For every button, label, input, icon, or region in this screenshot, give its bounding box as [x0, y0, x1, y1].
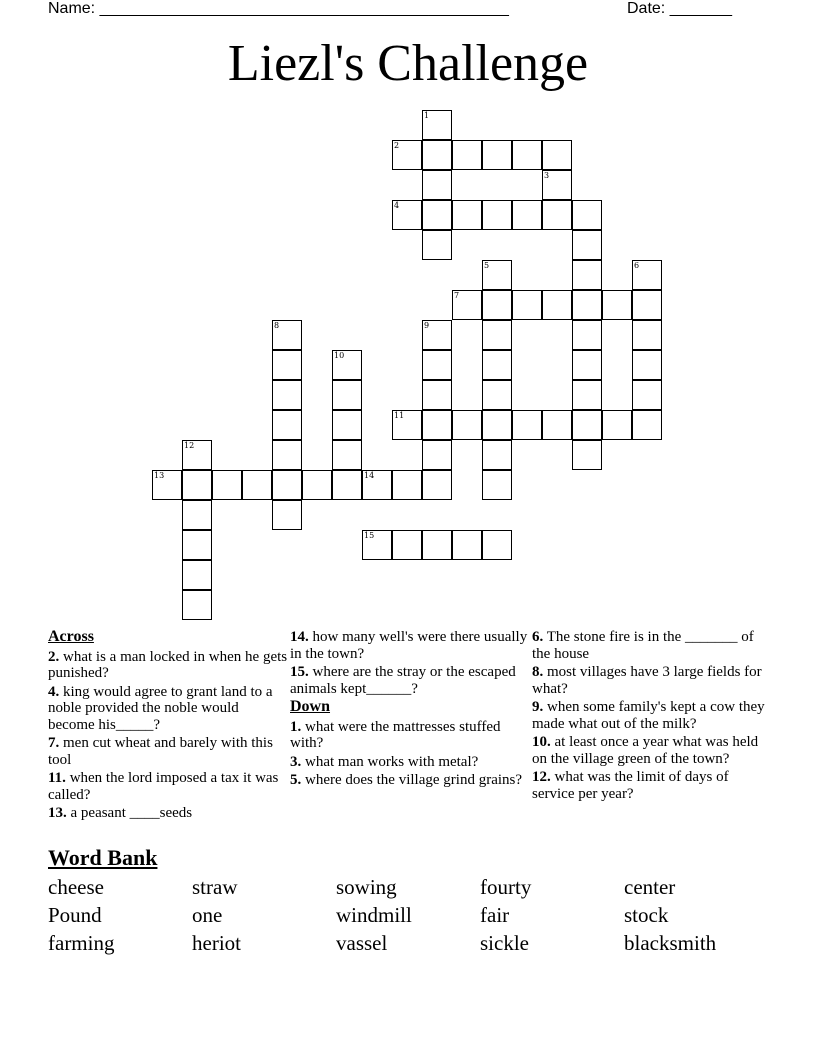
- clue-down-8: [532, 664, 772, 697]
- crossword-cell[interactable]: [572, 260, 602, 290]
- crossword-cell[interactable]: [452, 140, 482, 170]
- crossword-cell[interactable]: [182, 470, 212, 500]
- clue-across-4: [48, 684, 288, 734]
- crossword-cell[interactable]: [422, 320, 452, 350]
- clue-text: most villages have 3 large fields for what?: [532, 664, 762, 697]
- clue-text: a peasant ____seeds: [70, 805, 193, 821]
- clue-text: where are the stray or the escaped animals kept______?: [290, 664, 516, 697]
- word-bank-item: fair: [480, 903, 510, 927]
- name-field-label: Name: ______________________________________________: [48, 0, 509, 17]
- crossword-cell[interactable]: [482, 470, 512, 500]
- crossword-cell[interactable]: [542, 290, 572, 320]
- clue-across-11: [48, 770, 288, 803]
- clue-number: 4.: [48, 683, 60, 700]
- word-bank-item: farming: [48, 931, 115, 955]
- crossword-cell[interactable]: [182, 500, 212, 530]
- down-heading: Down: [290, 698, 331, 715]
- crossword-cell[interactable]: [332, 380, 362, 410]
- clue-number-label: 1: [424, 111, 430, 120]
- clue-down-6: [532, 629, 772, 662]
- clue-number: 11.: [48, 770, 66, 786]
- clue-across-14: [290, 629, 530, 662]
- crossword-cell[interactable]: [422, 440, 452, 470]
- crossword-cell[interactable]: [422, 140, 452, 170]
- clue-number-label: 12: [184, 441, 195, 450]
- crossword-cell[interactable]: [542, 170, 572, 200]
- crossword-cell[interactable]: [242, 470, 272, 500]
- crossword-cell[interactable]: [152, 470, 182, 500]
- clue-number: 13.: [48, 805, 67, 821]
- crossword-cell[interactable]: [512, 140, 542, 170]
- clue-number-label: 8: [274, 321, 280, 330]
- crossword-cell[interactable]: [482, 530, 512, 560]
- clue-across-13: [48, 805, 288, 822]
- crossword-cell[interactable]: [392, 470, 422, 500]
- clue-text: at least once a year what was held on the village green of the town?: [532, 734, 759, 767]
- crossword-cell[interactable]: [422, 530, 452, 560]
- crossword-cell[interactable]: [422, 110, 452, 140]
- word-bank-item: straw: [192, 875, 238, 899]
- crossword-cell[interactable]: [272, 470, 302, 500]
- crossword-cell[interactable]: [572, 410, 602, 440]
- clue-number: 7.: [48, 735, 60, 751]
- crossword-cell[interactable]: [272, 440, 302, 470]
- clue-down-3: [290, 754, 530, 771]
- clue-number-label: 10: [334, 351, 345, 360]
- clue-number: 12.: [532, 769, 551, 785]
- clue-number-label: 11: [394, 411, 405, 420]
- clue-text: when the lord imposed a tax it was called?: [48, 770, 279, 803]
- clue-number: 10.: [532, 734, 551, 750]
- clue-number-label: 6: [634, 261, 640, 270]
- clue-text: what were the mattresses stuffed with?: [290, 718, 501, 751]
- crossword-cell[interactable]: [392, 200, 422, 230]
- crossword-cell[interactable]: [212, 470, 242, 500]
- word-bank-item: sowing: [336, 875, 397, 899]
- clue-text: where does the village grind grains?: [305, 772, 523, 788]
- crossword-cell[interactable]: [422, 230, 452, 260]
- crossword-cell[interactable]: [452, 290, 482, 320]
- clue-number-label: 5: [484, 261, 490, 270]
- crossword-cell[interactable]: [542, 140, 572, 170]
- crossword-cell[interactable]: [572, 350, 602, 380]
- crossword-cell[interactable]: [572, 380, 602, 410]
- crossword-cell[interactable]: [512, 290, 542, 320]
- clue-number-label: 14: [364, 471, 375, 480]
- crossword-cell[interactable]: [422, 200, 452, 230]
- clues-column-3: [532, 629, 772, 804]
- crossword-cell[interactable]: [482, 290, 512, 320]
- clue-down-1: [290, 719, 530, 752]
- word-bank-item: center: [624, 875, 676, 899]
- crossword-cell[interactable]: [602, 290, 632, 320]
- clue-number: 2.: [48, 648, 60, 665]
- crossword-cell[interactable]: [422, 170, 452, 200]
- crossword-cell[interactable]: [482, 410, 512, 440]
- crossword-cell[interactable]: [632, 410, 662, 440]
- crossword-cell[interactable]: [482, 320, 512, 350]
- clue-number: 3.: [290, 753, 302, 770]
- crossword-cell[interactable]: [452, 200, 482, 230]
- clue-down-5: [290, 772, 530, 789]
- crossword-cell[interactable]: [182, 590, 212, 620]
- clue-number-label: 15: [364, 531, 375, 540]
- word-bank-item: cheese: [48, 875, 104, 899]
- crossword-cell[interactable]: [422, 350, 452, 380]
- crossword-cell[interactable]: [272, 410, 302, 440]
- clue-number: 14.: [290, 629, 309, 645]
- clue-number: 5.: [290, 772, 302, 788]
- clue-number-label: 2: [394, 141, 400, 150]
- crossword-cell[interactable]: [392, 530, 422, 560]
- crossword-cell[interactable]: [422, 410, 452, 440]
- clue-number-label: 7: [454, 291, 460, 300]
- crossword-cell[interactable]: [572, 320, 602, 350]
- crossword-cell[interactable]: [182, 440, 212, 470]
- word-bank-item: vassel: [336, 931, 388, 955]
- crossword-cell[interactable]: [332, 470, 362, 500]
- crossword-cell[interactable]: [482, 140, 512, 170]
- crossword-cell[interactable]: [422, 470, 452, 500]
- clue-text: what was the limit of days of service per year?: [532, 769, 729, 802]
- clue-across-2: [48, 649, 288, 682]
- crossword-cell[interactable]: [572, 200, 602, 230]
- date-field-label: Date: _______: [627, 0, 732, 17]
- crossword-cell[interactable]: [272, 350, 302, 380]
- across-heading: Across: [48, 628, 94, 645]
- page-title: Liezl's Challenge: [227, 35, 589, 92]
- crossword-cell[interactable]: [542, 200, 572, 230]
- word-bank-item: fourty: [480, 875, 532, 899]
- word-bank-item: stock: [624, 903, 669, 927]
- crossword-cell[interactable]: [512, 200, 542, 230]
- word-bank-item: Pound: [48, 903, 102, 927]
- crossword-cell[interactable]: [332, 410, 362, 440]
- clue-down-10: [532, 734, 772, 767]
- crossword-cell[interactable]: [182, 530, 212, 560]
- clue-text: The stone fire is in the _______ of the house: [532, 629, 754, 662]
- crossword-cell[interactable]: [572, 290, 602, 320]
- clue-down-12: [532, 769, 772, 802]
- clues-column-1: [48, 629, 288, 824]
- clue-text: when some family's kept a cow they made what out of the milk?: [532, 699, 765, 732]
- crossword-cell[interactable]: [632, 290, 662, 320]
- crossword-cell[interactable]: [452, 410, 482, 440]
- clue-number: 6.: [532, 629, 544, 645]
- crossword-cell[interactable]: [392, 410, 422, 440]
- clue-across-15: [290, 664, 530, 697]
- word-bank-item: blacksmith: [624, 931, 717, 955]
- clue-number: 8.: [532, 664, 544, 680]
- clue-number-label: 9: [424, 321, 430, 330]
- crossword-cell[interactable]: [632, 380, 662, 410]
- crossword-cell[interactable]: [182, 560, 212, 590]
- crossword-cell[interactable]: [332, 440, 362, 470]
- crossword-cell[interactable]: [542, 410, 572, 440]
- crossword-cell[interactable]: [272, 320, 302, 350]
- clue-number-label: 3: [544, 171, 550, 180]
- crossword-cell[interactable]: [482, 380, 512, 410]
- word-bank-item: windmill: [336, 903, 412, 927]
- word-bank-item: one: [192, 903, 223, 927]
- clue-text: what is a man locked in when he gets punished?: [48, 648, 288, 681]
- crossword-cell[interactable]: [302, 470, 332, 500]
- clue-text: how many well's were there usually in the town?: [290, 629, 528, 662]
- crossword-cell[interactable]: [272, 500, 302, 530]
- crossword-cell[interactable]: [422, 380, 452, 410]
- clue-text: what man works with metal?: [305, 753, 479, 770]
- crossword-cell[interactable]: [332, 350, 362, 380]
- clue-number: 1.: [290, 718, 302, 735]
- clues-column-2: [290, 629, 530, 791]
- crossword-cell[interactable]: [572, 230, 602, 260]
- word-bank-title: Word Bank: [48, 845, 158, 870]
- crossword-cell[interactable]: [452, 530, 482, 560]
- crossword-cell[interactable]: [482, 440, 512, 470]
- crossword-cell[interactable]: [272, 380, 302, 410]
- clue-text: king would agree to grant land to a noble provided the noble would become his_____?: [48, 683, 273, 733]
- crossword-cell[interactable]: [482, 260, 512, 290]
- crossword-cell[interactable]: [632, 320, 662, 350]
- crossword-cell[interactable]: [392, 140, 422, 170]
- word-bank-item: heriot: [192, 931, 241, 955]
- clue-number-label: 13: [154, 471, 165, 480]
- clue-text: men cut wheat and barely with this tool: [48, 735, 273, 768]
- clue-number-label: 4: [394, 201, 400, 210]
- crossword-cell[interactable]: [632, 350, 662, 380]
- crossword-cell[interactable]: [362, 530, 392, 560]
- crossword-cell[interactable]: [572, 440, 602, 470]
- word-bank-item: sickle: [480, 931, 529, 955]
- clue-down-9: [532, 699, 772, 732]
- clue-number: 15.: [290, 664, 309, 680]
- crossword-cell[interactable]: [482, 350, 512, 380]
- clue-number: 9.: [532, 699, 544, 715]
- crossword-cell[interactable]: [632, 260, 662, 290]
- crossword-cell[interactable]: [602, 410, 632, 440]
- crossword-cell[interactable]: [482, 200, 512, 230]
- crossword-cell[interactable]: [512, 410, 542, 440]
- crossword-cell[interactable]: [362, 470, 392, 500]
- clue-across-7: [48, 735, 288, 768]
